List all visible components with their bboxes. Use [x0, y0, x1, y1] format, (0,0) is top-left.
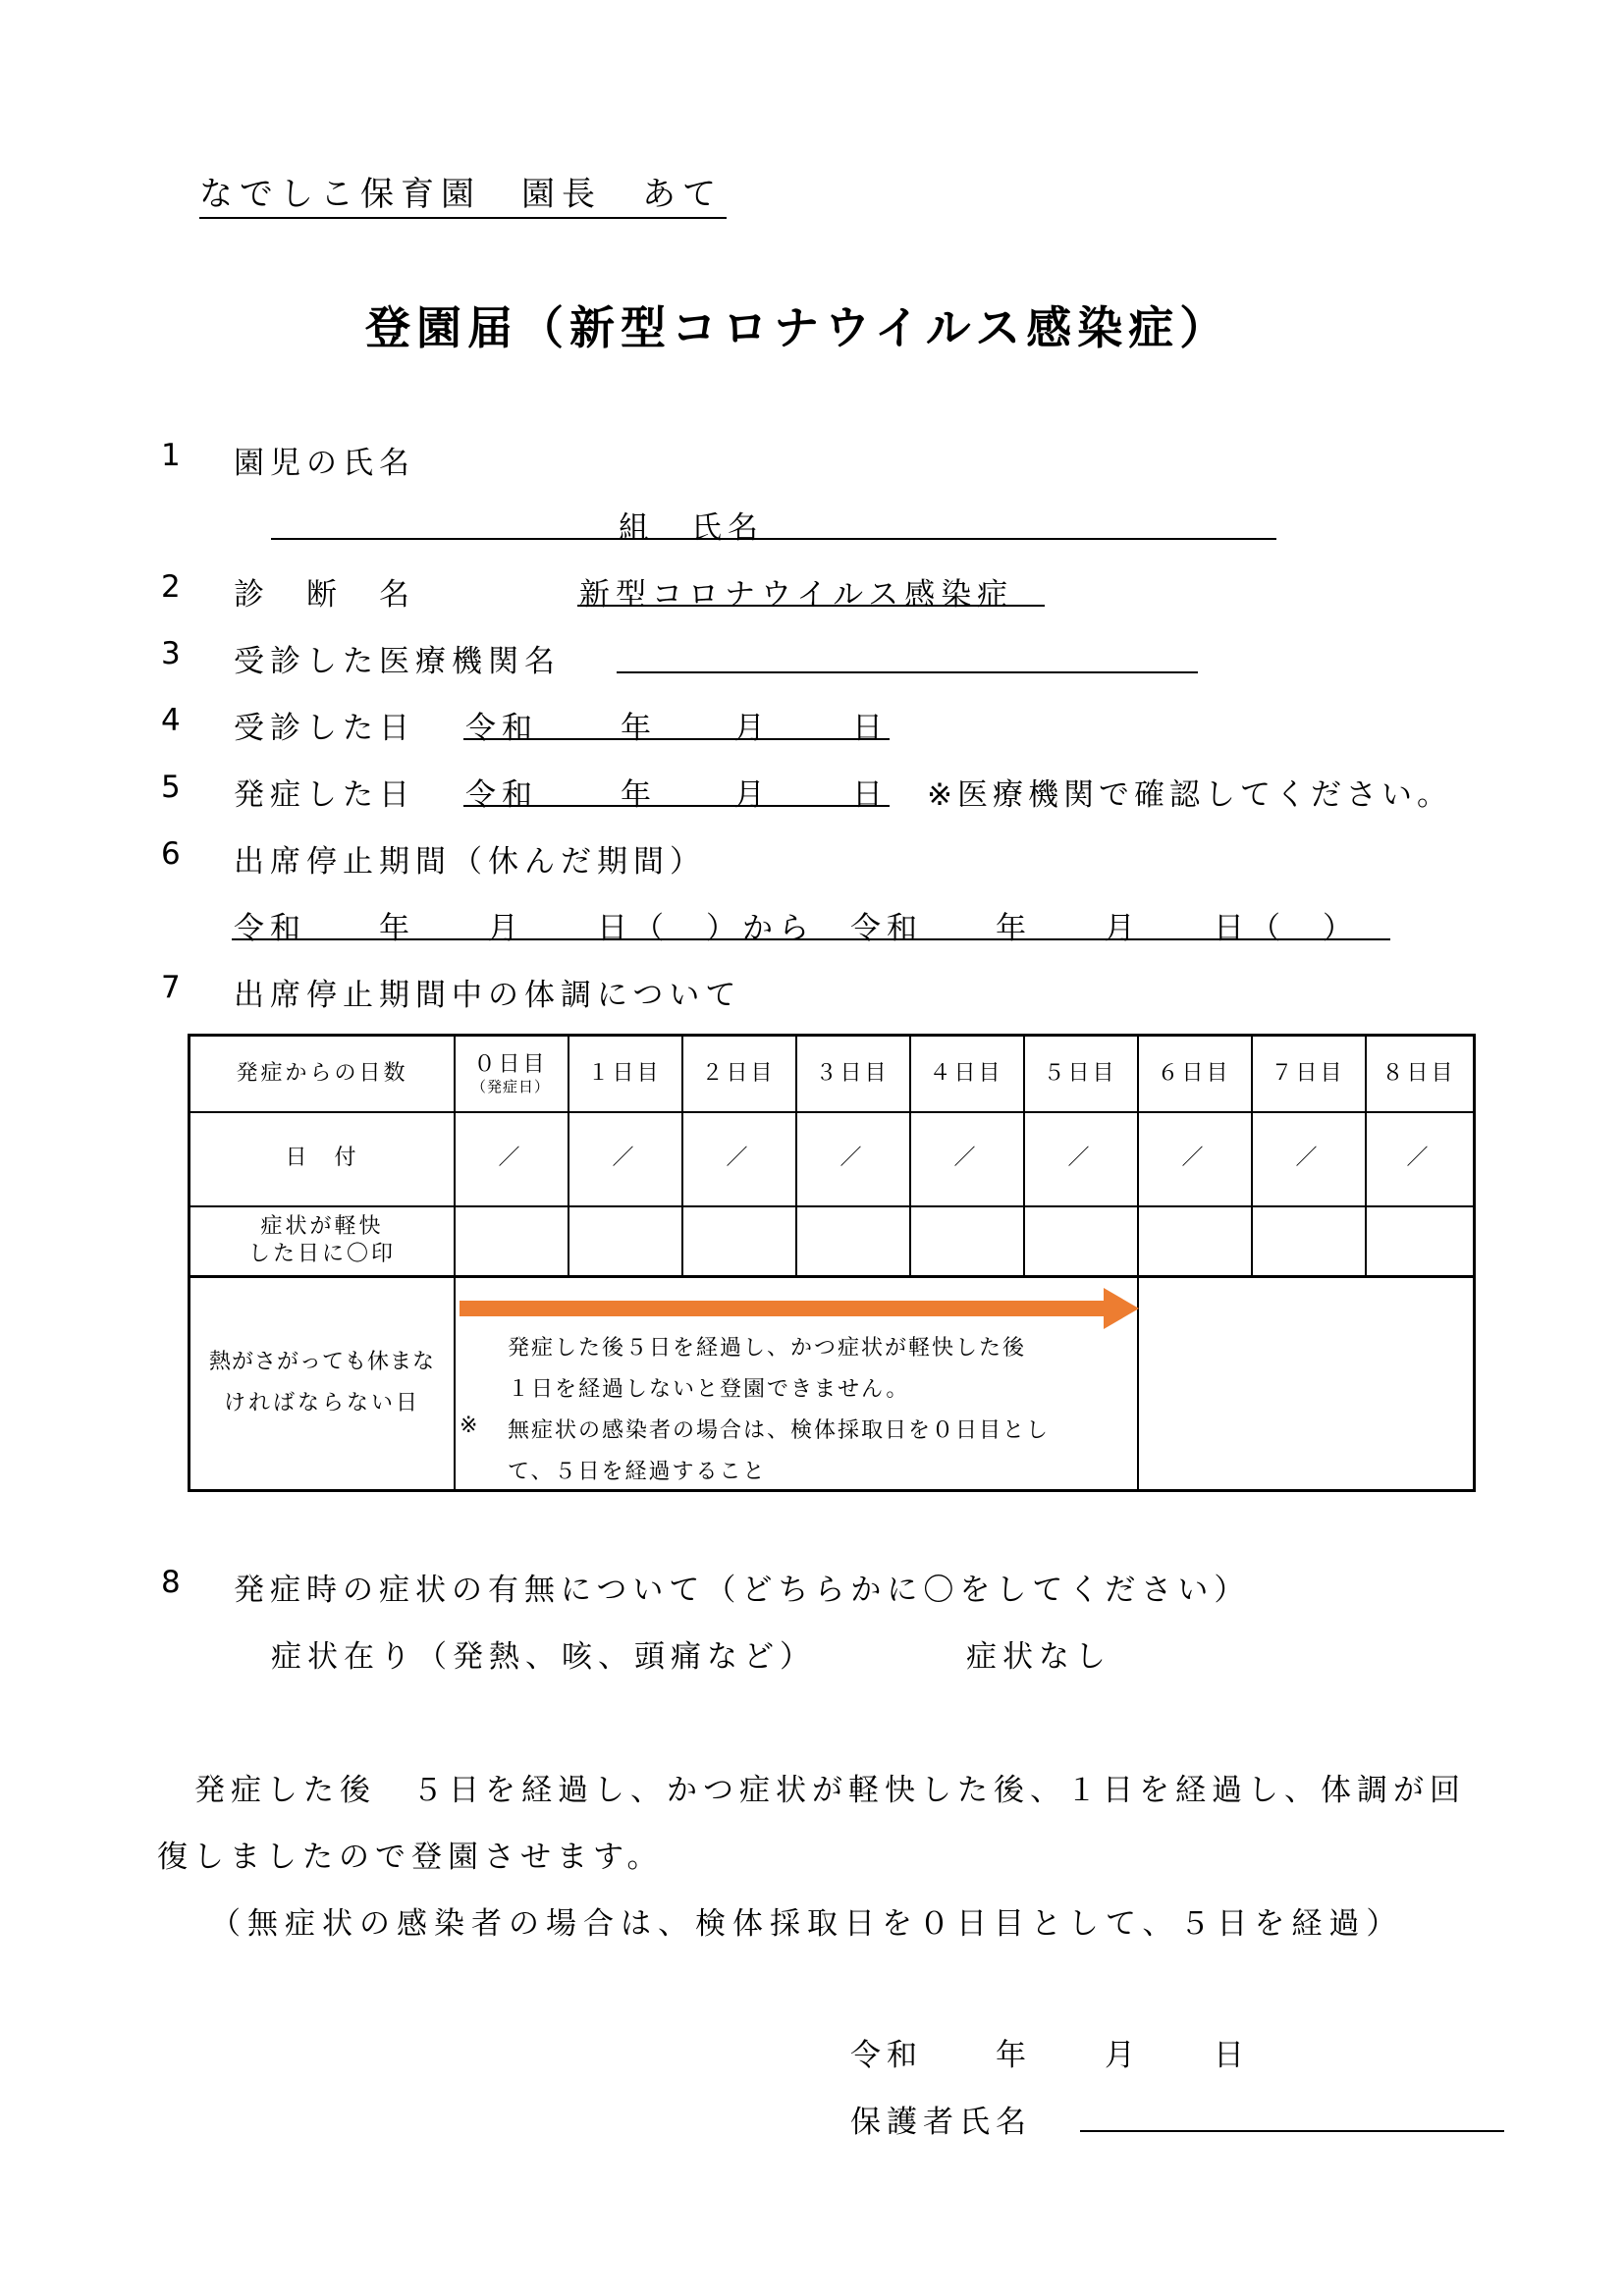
guardian-name-line[interactable] [1080, 2130, 1504, 2132]
relief-cell-day-6[interactable] [1137, 1205, 1251, 1275]
visit-date-label: 受診した日 [234, 711, 415, 746]
day-0-label: ０日目 [473, 1051, 548, 1077]
date-cell-day-0[interactable]: ／ [498, 1146, 523, 1171]
days-since-onset-header: 発症からの日数 [236, 1061, 408, 1087]
relief-cell-day-5[interactable] [1023, 1205, 1137, 1275]
date-cell-day-2[interactable]: ／ [726, 1146, 751, 1171]
rest-note-line1: 発症した後５日を経過し、かつ症状が軽快した後 [508, 1336, 1027, 1361]
visit-date-year: 年 [621, 711, 657, 746]
diagnosis-underline [577, 605, 1045, 607]
item-number-4: 4 [161, 703, 187, 738]
day-4-header: ４日目 [929, 1061, 1003, 1087]
absence-period-label: 出席停止期間（休んだ期間） [234, 844, 706, 880]
clinic-name-line[interactable] [617, 671, 1198, 673]
visit-date-day: 日 [852, 711, 889, 746]
onset-date-reiwa: 令和 [465, 777, 538, 813]
item-number-8: 8 [161, 1565, 187, 1600]
relief-label-line2: した日に〇印 [247, 1241, 396, 1266]
health-record-table [188, 1034, 1476, 1492]
day-0-header [454, 1037, 568, 1111]
date-row-label: 日 付 [285, 1146, 359, 1171]
document-title: 登園届（新型コロナウイルス感染症） [365, 301, 1231, 354]
guardian-name-label: 保護者氏名 [850, 2105, 1032, 2140]
relief-cell-day-1[interactable] [568, 1205, 681, 1275]
day-3-header: ３日目 [815, 1061, 890, 1087]
child-name-line[interactable] [271, 538, 1276, 540]
day-7-header: ７日目 [1271, 1061, 1345, 1087]
absence-period-from: 令和 年 月 日（ ）から [234, 911, 815, 946]
onset-date-label: 発症した日 [234, 777, 415, 813]
rest-note-line4: て、５日を経過すること [508, 1460, 767, 1484]
arrow-head [1104, 1288, 1139, 1329]
rest-period-arrow-icon [458, 1284, 1145, 1333]
onset-date-day: 日 [852, 777, 889, 813]
item-number-7: 7 [161, 970, 187, 1005]
absence-period-to: 令和 年 月 日（ ） [850, 911, 1359, 946]
day-8-header: ８日目 [1381, 1061, 1456, 1087]
onset-date-year: 年 [621, 777, 657, 813]
date-cell-day-5[interactable]: ／ [1067, 1146, 1093, 1171]
diagnosis-label: 診 断 名 [234, 577, 415, 613]
arrow-shaft [460, 1301, 1110, 1316]
onset-day-note: （発症日） [470, 1078, 550, 1096]
rest-note-mark: ※ [460, 1414, 478, 1438]
item-number-6: 6 [161, 836, 187, 872]
health-status-label: 出席停止期間中の体調について [234, 978, 742, 1013]
declaration-line2: 復しましたので登園させます。 [157, 1840, 664, 1875]
relief-cell-day-0[interactable] [454, 1205, 568, 1275]
date-cell-day-1[interactable]: ／ [612, 1146, 637, 1171]
diagnosis-value: 新型コロナウイルス感染症 [579, 577, 1014, 613]
rest-note-line3: 無症状の感染者の場合は、検体採取日を０日目とし [508, 1418, 1051, 1443]
symptoms-absent-option[interactable]: 症状なし [966, 1639, 1111, 1675]
onset-date-line[interactable] [463, 805, 890, 807]
rest-label-line1: 熱がさがっても休まな [208, 1350, 435, 1375]
onset-date-month: 月 [734, 777, 771, 813]
addressee: なでしこ保育園 園長 あて [199, 167, 727, 219]
item-number-2: 2 [161, 569, 187, 605]
clinic-label: 受診した医療機関名 [234, 644, 561, 679]
relief-cell-day-4[interactable] [909, 1205, 1023, 1275]
relief-cell-day-8[interactable] [1365, 1205, 1473, 1275]
date-cell-day-6[interactable]: ／ [1181, 1146, 1207, 1171]
relief-cell-day-7[interactable] [1251, 1205, 1365, 1275]
item-number-3: 3 [161, 636, 187, 671]
signature-date: 令和 年 月 日 [850, 2038, 1250, 2073]
day-6-header: ６日目 [1157, 1061, 1231, 1087]
relief-cell-day-3[interactable] [795, 1205, 909, 1275]
item-number-5: 5 [161, 770, 187, 805]
day-1-header: １日目 [587, 1061, 662, 1087]
rest-note-line2: １日を経過しないと登園できません。 [508, 1377, 910, 1402]
relief-row-label [190, 1205, 454, 1275]
visit-date-month: 月 [734, 711, 771, 746]
rest-label-line2: ければならない日 [223, 1391, 420, 1415]
date-cell-day-8[interactable]: ／ [1406, 1146, 1432, 1171]
symptoms-present-option[interactable]: 症状在り（発熱、咳、頭痛など） [271, 1639, 816, 1675]
rest-required-label [190, 1277, 454, 1489]
day-2-header: ２日目 [701, 1061, 776, 1087]
class-name-label: 組 氏名 [619, 510, 764, 546]
date-cell-day-7[interactable]: ／ [1295, 1146, 1321, 1171]
declaration-line1: 発症した後 ５日を経過し、かつ症状が軽快した後、１日を経過し、体調が回 [194, 1773, 1466, 1808]
symptom-question-label: 発症時の症状の有無について（どちらかに〇をしてください） [234, 1573, 1251, 1608]
onset-confirm-note: ※医療機関で確認してください。 [927, 777, 1452, 813]
relief-label-line1: 症状が軽快 [260, 1214, 384, 1239]
day-5-header: ５日目 [1043, 1061, 1117, 1087]
visit-date-line[interactable] [463, 738, 890, 740]
date-cell-day-4[interactable]: ／ [953, 1146, 979, 1171]
item-number-1: 1 [161, 438, 187, 473]
date-cell-day-3[interactable]: ／ [839, 1146, 865, 1171]
visit-date-reiwa: 令和 [465, 711, 538, 746]
declaration-line3: （無症状の感染者の場合は、検体採取日を０日目として、５日を経過） [210, 1906, 1404, 1942]
relief-cell-day-2[interactable] [681, 1205, 795, 1275]
child-name-label: 園児の氏名 [234, 446, 415, 481]
absence-period-line[interactable] [232, 938, 1390, 940]
